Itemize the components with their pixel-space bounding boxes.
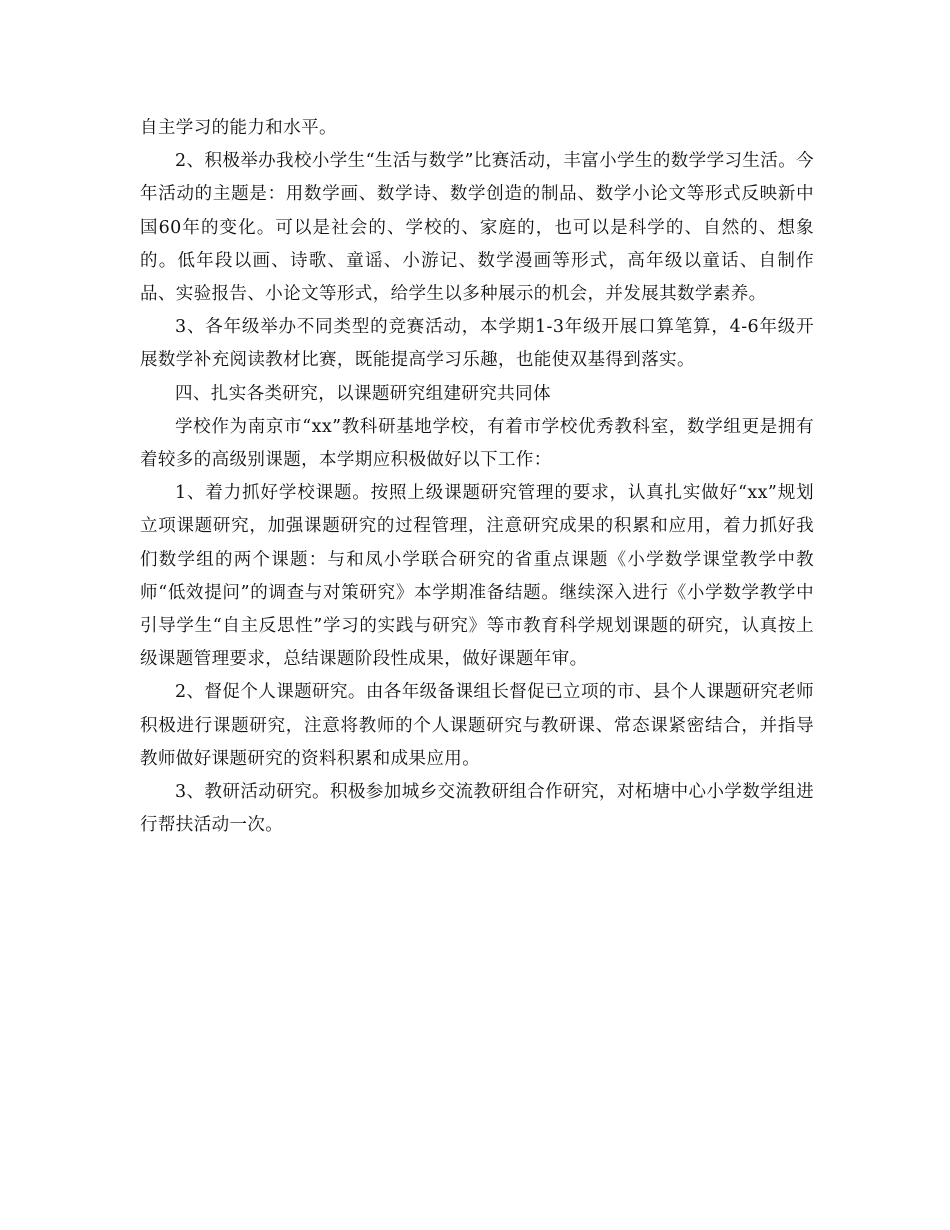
paragraph-research-2: 2、督促个人课题研究。由各年级备课组长督促已立项的市、县个人课题研究老师积极进行课题研究，注意将教师的个人课题研究与教研课、常态课紧密结合，并指导教师做好课题研究的资料积累和成果应用。 [140, 682, 814, 769]
paragraph-research-1: 1、着力抓好学校课题。按照上级课题研究管理的要求，认真扎实做好“xx”规划立项课题研究，加强课题研究的过程管理，注意研究成果的积累和应用，着力抓好我们数学组的两个课题：与和凤小学联合研究的省重点课题《小学数学课堂教学中教师“低效提问”的调查与对策研究》本学期准备结题。继续深入进行《小学数学教学中引导学生“自主反思性”学习的实践与研究》等市教育科学规划课题的研究，认真按上级课题管理要求，总结课题阶段性成果，做好课题年审。 [140, 483, 814, 670]
paragraph-research-3: 3、教研活动研究。积极参加城乡交流教研组合作研究，对柘塘中心小学数学组进行帮扶活动一次。 [140, 782, 814, 836]
document-body [140, 112, 814, 842]
paragraph-continuation: 自主学习的能力和水平。 [140, 118, 337, 138]
paragraph-item-3: 3、各年级举办不同类型的竞赛活动，本学期1-3年级开展口算笔算，4-6年级开展数学补充阅读教材比赛，既能提高学习乐趣，也能使双基得到落实。 [140, 317, 814, 371]
paragraph-item-2: 2、积极举办我校小学生“生活与数学”比赛活动，丰富小学生的数学学习生活。今年活动的主题是：用数学画、数学诗、数学创造的制品、数学小论文等形式反映新中国60年的变化。可以是社会的、学校的、家庭的，也可以是科学的、自然的、想象的。低年段以画、诗歌、童谣、小游记、数学漫画等形式，高年级以童话、自制作品、实验报告、小论文等形式，给学生以多种展示的机会，并发展其数学素养。 [140, 151, 814, 305]
section-heading-four: 四、扎实各类研究，以课题研究组建研究共同体 [175, 383, 551, 404]
paragraph-intro: 学校作为南京市“xx”教科研基地学校，有着市学校优秀教科室，数学组更是拥有着较多的高级别课题，本学期应积极做好以下工作： [140, 416, 814, 471]
